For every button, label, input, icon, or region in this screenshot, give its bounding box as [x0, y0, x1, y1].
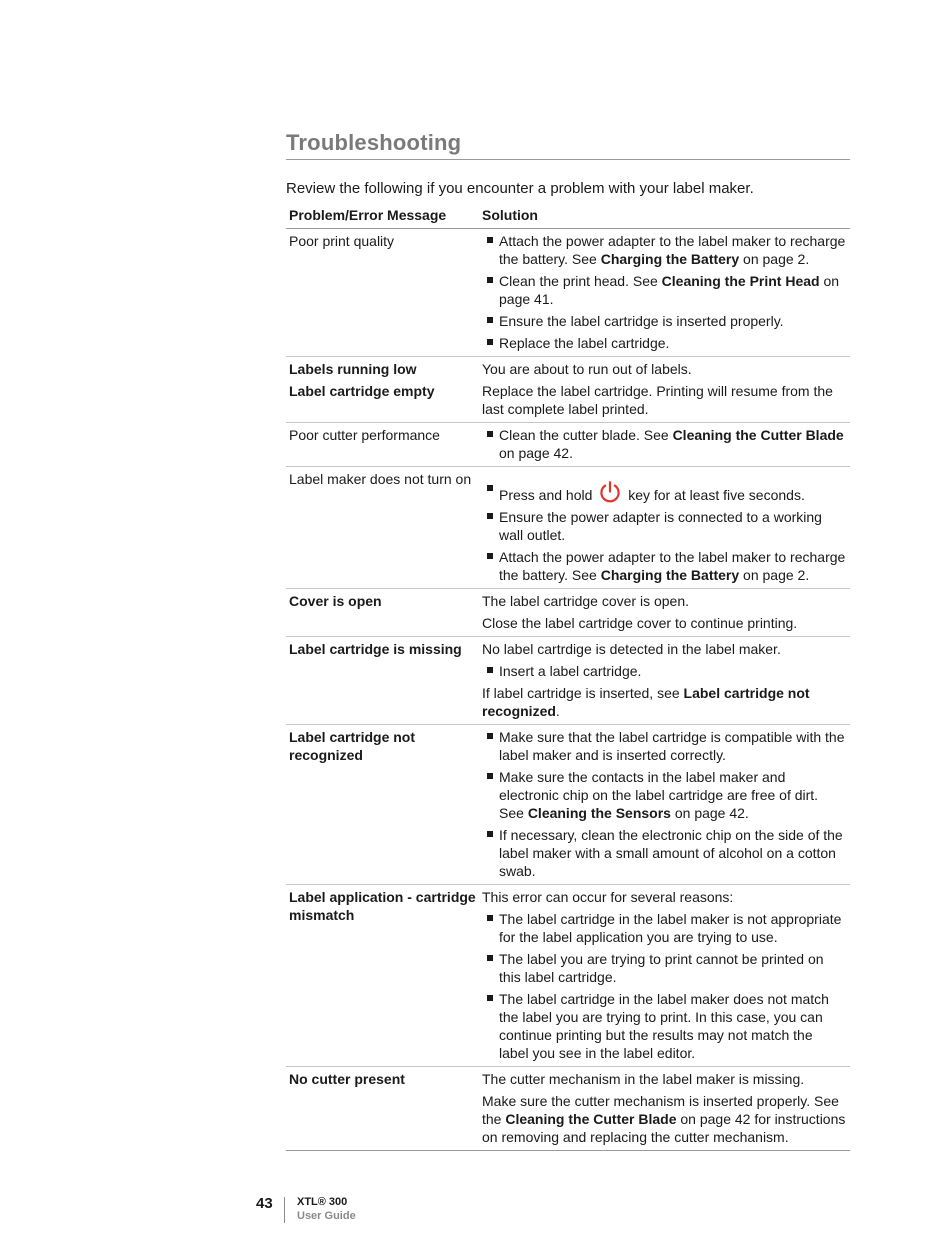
list-item: The label cartridge in the label maker is not appropriate for the label application you are trying to use. [482, 910, 846, 946]
page-number: 43 [256, 1195, 273, 1212]
power-icon [598, 480, 622, 504]
solution-cell [480, 357, 850, 423]
list-item: Make sure that the label cartridge is compatible with the label maker and is inserted correctly. [482, 728, 846, 764]
table-row [286, 589, 850, 637]
header-problem: Problem/Error Message [286, 204, 480, 229]
solution-cell [480, 885, 850, 1067]
cross-reference: Cleaning the Cutter Blade [505, 1111, 677, 1127]
cross-reference: Cleaning the Print Head [661, 273, 820, 289]
cross-reference: Cleaning the Sensors [527, 805, 671, 821]
table-row [286, 725, 850, 885]
solution-text: Close the label cartridge cover to continue printing. [482, 615, 798, 631]
list-item: The label you are trying to print cannot be printed on this label cartridge. [482, 950, 846, 986]
troubleshooting-page [286, 130, 850, 1151]
cross-reference: Charging the Battery [600, 567, 740, 583]
solution-cell [480, 423, 850, 467]
list-item: Make sure the contacts in the label maker and electronic chip on the label cartridge are free of dirt. See Cleaning the Sensors on page 42. [482, 768, 846, 822]
product-name: XTL® 300 [297, 1196, 348, 1208]
problem-cell: Label maker does not turn on [286, 467, 480, 589]
list-item: Insert a label cartridge. [482, 662, 846, 680]
list-item: Press and hold key for at least five seconds. [482, 480, 846, 504]
problem-cell: Poor cutter performance [286, 423, 480, 467]
intro-text: Review the following if you encounter a problem with your label maker. [286, 180, 754, 197]
problem-cell: Cover is open [286, 589, 480, 637]
problem-cell: Poor print quality [286, 229, 480, 357]
solution-text: No label cartrdige is detected in the label maker. [482, 641, 781, 657]
problem-cell [286, 357, 480, 423]
list-item: Clean the print head. See Cleaning the Print Head on page 41. [482, 272, 846, 308]
list-item: If necessary, clean the electronic chip on the side of the label maker with a small amount of alcohol on a cotton swab. [482, 826, 846, 880]
list-item: Attach the power adapter to the label maker to recharge the battery. See Charging the Battery on page 2. [482, 548, 846, 584]
problem-label: Label cartridge empty [289, 383, 435, 399]
table-row [286, 423, 850, 467]
troubleshooting-table [286, 204, 850, 1151]
list-item: Ensure the power adapter is connected to a working wall outlet. [482, 508, 846, 544]
guide-label: User Guide [297, 1210, 356, 1222]
cross-reference: Label cartridge not recognized [482, 685, 810, 719]
solution-text: This error can occur for several reasons: [482, 889, 734, 905]
table-row [286, 1067, 850, 1151]
solution-text: If label cartridge is inserted, see Label cartridge not recognized. [482, 685, 810, 719]
solution-cell [480, 589, 850, 637]
header-solution: Solution [480, 204, 850, 229]
footer-divider [284, 1197, 285, 1223]
table-row [286, 229, 850, 357]
problem-cell: Label application - cartridge mismatch [286, 885, 480, 1067]
solution-text: You are about to run out of labels. [482, 361, 692, 377]
table-row [286, 885, 850, 1067]
problem-cell: Label cartridge is missing [286, 637, 480, 725]
page-title: Troubleshooting [286, 130, 850, 160]
problem-cell: No cutter present [286, 1067, 480, 1151]
solution-text: The label cartridge cover is open. [482, 593, 689, 609]
problem-label: Labels running low [289, 361, 417, 377]
solution-cell [480, 725, 850, 885]
table-row [286, 637, 850, 725]
solution-text: Make sure the cutter mechanism is inserted properly. See the Cleaning the Cutter Blade on page 42 for instructions on removing and replacing the cutter mechanism. [482, 1093, 846, 1145]
list-item: Ensure the label cartridge is inserted properly. [482, 312, 846, 330]
solution-cell [480, 1067, 850, 1151]
solution-text: The cutter mechanism in the label maker is missing. [482, 1071, 805, 1087]
solution-cell [480, 637, 850, 725]
list-item: Clean the cutter blade. See Cleaning the Cutter Blade on page 42. [482, 426, 846, 462]
table-row [286, 357, 850, 423]
list-item: Attach the power adapter to the label maker to recharge the battery. See Charging the Battery on page 2. [482, 232, 846, 268]
cross-reference: Cleaning the Cutter Blade [672, 427, 844, 443]
cross-reference: Charging the Battery [600, 251, 740, 267]
list-item: Replace the label cartridge. [482, 334, 846, 352]
table-header-row [286, 204, 850, 229]
problem-cell: Label cartridge not recognized [286, 725, 480, 885]
table-row [286, 467, 850, 589]
solution-cell [480, 229, 850, 357]
solution-cell [480, 467, 850, 589]
list-item: The label cartridge in the label maker does not match the label you are trying to print. In this case, you can continue printing but the results may not match the label you see in the label editor. [482, 990, 846, 1062]
solution-text: Replace the label cartridge. Printing will resume from the last complete label printed. [482, 383, 833, 417]
